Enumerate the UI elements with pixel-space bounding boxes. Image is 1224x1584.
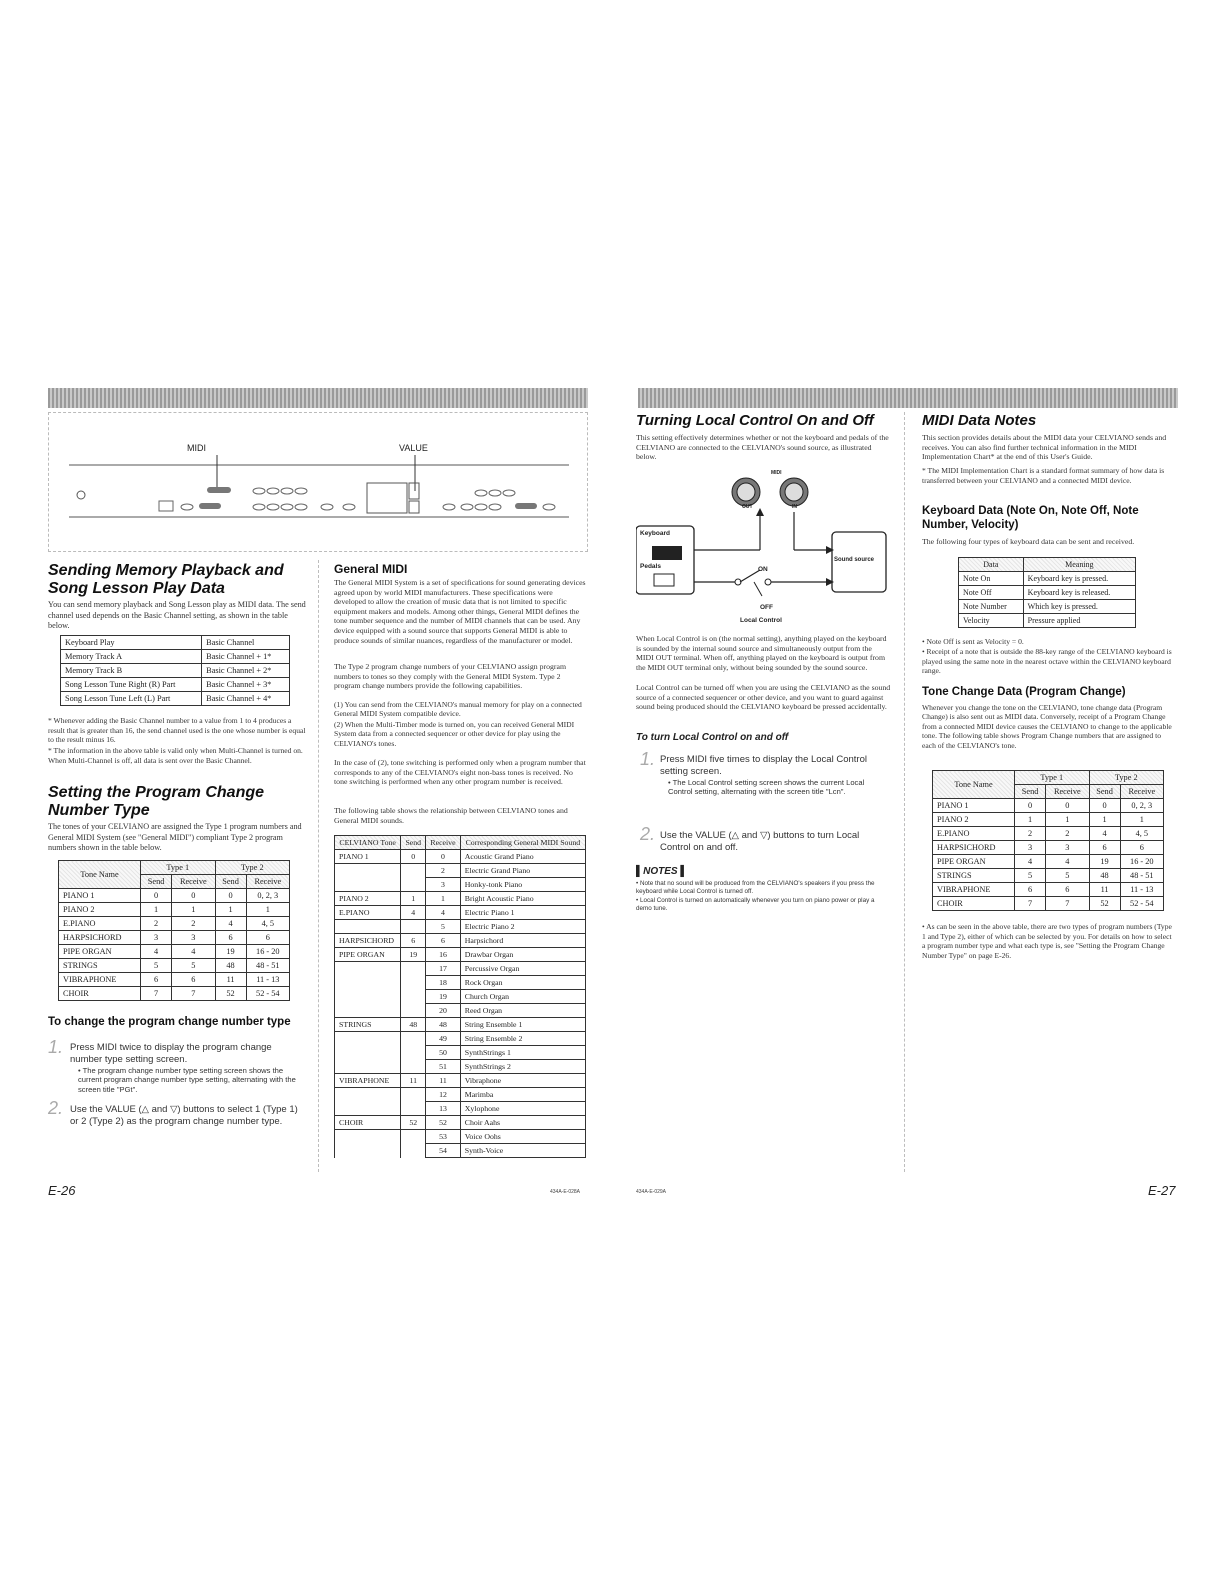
table-row [335,1088,586,1102]
table-row: Note Number Which key is pressed. [959,600,1136,614]
table-cell: HARPSICHORD [335,934,401,948]
table-row [59,931,290,945]
table-cell: 6 [401,934,426,948]
table-cell: PIPE ORGAN [59,945,141,959]
table-cell: SynthStrings 2 [460,1060,585,1074]
table-row [933,883,1164,897]
table-cell: 5 [141,959,172,973]
table-cell: 1 [1120,813,1163,827]
step-1: Press MIDI twice to display the program change number type setting screen. • The program change number type setting screen shows the current program change number type setting, alternating with the screen title "PGt". [70,1042,296,1094]
table-cell: 18 [426,976,461,990]
keyboard-data-intro: The following four types of keyboard data can be sent and received. [922,537,1135,546]
table-row [335,850,586,864]
table-cell: 48 [215,959,246,973]
table-cell: 6 [246,931,289,945]
table-cell: PIANO 1 [59,889,141,903]
table-row [335,892,586,906]
table-cell: 11 [401,1074,426,1088]
table-cell: 11 - 13 [246,973,289,987]
table-cell: Choir Aahs [460,1116,585,1130]
table-cell: 2 [1046,827,1089,841]
table-cell: 16 - 20 [1120,855,1163,869]
table-cell: 11 [1089,883,1120,897]
table-cell [335,1060,401,1074]
step-number-2: 2. [48,1098,64,1118]
page-number-right: E-27 [1148,1183,1176,1198]
table-cell: 13 [426,1102,461,1116]
table-cell: Synth-Voice [460,1144,585,1158]
diagram-keyboard-label: Keyboard [640,530,670,537]
table-row [335,1130,586,1144]
table-cell: 53 [426,1130,461,1144]
table-cell: 2 [141,917,172,931]
table-cell: 7 [1015,897,1046,911]
table-cell: 2 [426,864,461,878]
table-cell [335,1046,401,1060]
table-cell: 3 [426,878,461,892]
table-cell: 17 [426,962,461,976]
table-cell: Bright Acoustic Piano [460,892,585,906]
program-type-title: Setting the Program Change Number Type [48,784,265,819]
keyboard-data-title: Keyboard Data (Note On, Note Off, Note Number, Velocity) [922,505,1139,531]
table-cell: 4 [401,906,426,920]
table-cell: 4, 5 [1120,827,1163,841]
table-cell: Vibraphone [460,1074,585,1088]
tone-change-table: Tone Name Type 1 Type 2 Send Receive Send Receive PIANO 1 0 0 0 0, 2, 3 PIANO 2 1 1 1 1 E.PIANO 2 2 4 4, 5 HARPSICHORD 3 3 6 6 PIPE ORGAN 4 4 19 16 - 20 STRINGS 5 5 48 48 - 51 VIBRAPHONE 6 6 11 11 - 13 CHOIR 7 7 52 52 - 54 [932,770,1164,911]
table-cell: 52 [215,987,246,1001]
table-row [335,962,586,976]
table-cell: Marimba [460,1088,585,1102]
table-cell [401,962,426,976]
table-row [335,990,586,1004]
midi-label: MIDI [187,443,206,453]
table-cell: Voice Oohs [460,1130,585,1144]
table-cell: String Ensemble 2 [460,1032,585,1046]
table-cell: 1 [246,903,289,917]
table-row: Song Lesson Tune Left (L) Part Basic Channel + 4* [61,692,290,706]
table-cell: CHOIR [59,987,141,1001]
table-cell: 52 [1089,897,1120,911]
table-row [335,1032,586,1046]
table-row: Song Lesson Tune Right (R) Part Basic Channel + 3* [61,678,290,692]
local-paragraph-2: Local Control can be turned off when you are using the CELVIANO as the sound source of a connected sequencer or other device, and you want to guard against sound being produced should the CELVIANO keyboard be pressed accidentally. [636,683,891,712]
table-cell: PIANO 2 [335,892,401,906]
table-cell: 6 [172,973,215,987]
table-cell: Xylophone [460,1102,585,1116]
table-cell: 11 - 13 [1120,883,1163,897]
local-intro: This setting effectively determines whether or not the keyboard and pedals of the CELVIANO are connected to the CELVIANO's sound source, as illustrated below. [636,433,889,462]
diagram-midi-label: MIDI [771,470,782,476]
table-cell: 6 [1046,883,1089,897]
table-cell: 11 [426,1074,461,1088]
table-cell: 0, 2, 3 [1120,799,1163,813]
table-cell: 51 [426,1060,461,1074]
table-row [933,827,1164,841]
table-cell: 0 [1046,799,1089,813]
table-row [59,903,290,917]
sending-note-1: * Whenever adding the Basic Channel number to a value from 1 to 4 produces a result that is greater than 16, the send channel used is the one whose number is equal to the result minus 16. [48,716,306,745]
table-cell: HARPSICHORD [933,841,1015,855]
table-cell: 4 [141,945,172,959]
table-cell: 0 [141,889,172,903]
table-row [335,1074,586,1088]
table-cell: PIPE ORGAN [335,948,401,962]
table-cell: 11 [215,973,246,987]
table-cell [335,1102,401,1116]
table-cell: 0 [1015,799,1046,813]
general-midi-title: General MIDI [334,562,408,576]
doc-code-right: 434A-E-029A [636,1189,667,1195]
table-row: Note On Keyboard key is pressed. [959,572,1136,586]
table-row [59,945,290,959]
table-row [335,906,586,920]
column-divider [318,560,319,1172]
table-cell: PIANO 1 [335,850,401,864]
table-row [933,813,1164,827]
table-row [335,976,586,990]
table-cell: 0 [426,850,461,864]
table-cell [401,1144,426,1158]
table-cell: 19 [401,948,426,962]
local-howto-title: To turn Local Control on and off [636,732,789,743]
gm-list-1: (1) You can send from the CELVIANO's manual memory for play on a connected General MIDI System compatible device. [334,700,582,719]
basic-channel-table [60,635,290,706]
notes-heading: ▌NOTES ▌ [636,866,688,877]
table-cell [401,1130,426,1144]
table-cell: 4 [1015,855,1046,869]
table-cell: Church Organ [460,990,585,1004]
table-cell: 48 [1089,869,1120,883]
table-cell: 0, 2, 3 [246,889,289,903]
table-cell: 5 [1046,869,1089,883]
table-cell: Acoustic Grand Piano [460,850,585,864]
table-cell [335,864,401,878]
table-cell: 0 [172,889,215,903]
table-row [335,934,586,948]
table-cell: 6 [1015,883,1046,897]
table-cell: 3 [141,931,172,945]
table-cell: 16 - 20 [246,945,289,959]
table-cell: 3 [172,931,215,945]
table-cell: Drawbar Organ [460,948,585,962]
table-cell: 19 [426,990,461,1004]
table-cell [335,990,401,1004]
table-row [335,920,586,934]
table-cell: 4 [1089,827,1120,841]
table-cell: Electric Piano 2 [460,920,585,934]
table-cell: E.PIANO [59,917,141,931]
gm-paragraph-1: The General MIDI System is a set of specifications for sound generating devices agreed upon by world MIDI manufacturers. These specifications were developed to allow the creation of music data that is not limited to specific equipment makers and models. Among other things, General MIDI defines the tone number sequence and the number of MIDI channels that can be used. Any device equipped with a sound source that supports General MIDI is able to produce sounds of similar nuances, regardless of the manufacturer or model. [334,578,586,645]
table-cell: Harpsichord [460,934,585,948]
table-cell: E.PIANO [933,827,1015,841]
table-cell: Rock Organ [460,976,585,990]
local-step-number-2: 2. [640,824,656,844]
value-label: VALUE [399,443,428,453]
local-step-1: Press MIDI five times to display the Local Control setting screen. • The Local Control setting screen shows the current Local Control setting, alternating with the screen title "Lcn". [660,754,867,797]
table-cell: 49 [426,1032,461,1046]
local-step-number-1: 1. [640,749,656,769]
table-row: Note Off Keyboard key is released. [959,586,1136,600]
table-cell: 1 [1015,813,1046,827]
table-cell: PIANO 2 [59,903,141,917]
table-cell: 0 [1089,799,1120,813]
table-row [59,889,290,903]
table-cell: 50 [426,1046,461,1060]
table-row [335,1116,586,1130]
program-type-intro: The tones of your CELVIANO are assigned the Type 1 program numbers and General MIDI System (see "General MIDI") compliant Type 2 program numbers shown in the table below. [48,822,302,852]
table-row [335,1018,586,1032]
table-cell: PIPE ORGAN [933,855,1015,869]
table-cell: 4 [1046,855,1089,869]
table-cell [401,878,426,892]
table-cell: Honky-tonk Piano [460,878,585,892]
table-row [335,1004,586,1018]
table-row [335,1046,586,1060]
table-row [933,897,1164,911]
table-cell [335,1130,401,1144]
table-cell: HARPSICHORD [59,931,141,945]
table-cell [401,1046,426,1060]
keyboard-note-2: • Receipt of a note that is outside the 88-key range of the CELVIANO keyboard is played using the same note in the nearest octave within the CELVIANO keyboard range. [922,647,1172,676]
program-number-table: Tone Name Type 1 Type 2 Send Receive Send Receive PIANO 1 0 0 0 0, 2, 3 PIANO 2 1 1 1 1 E.PIANO 2 2 4 4, 5 HARPSICHORD 3 3 6 6 PIPE ORGAN 4 4 19 16 - 20 STRINGS 5 5 48 48 - 51 VIBRAPHONE 6 6 11 11 - 13 CHOIR 7 7 52 52 - 54 [58,860,290,1001]
diagram-in-label: IN [792,504,797,510]
midi-data-notes-title: MIDI Data Notes [922,412,1037,429]
table-cell [401,920,426,934]
table-cell: STRINGS [335,1018,401,1032]
table-cell: 20 [426,1004,461,1018]
table-row: Memory Track B Basic Channel + 2* [61,664,290,678]
table-cell: 16 [426,948,461,962]
table-cell: 19 [1089,855,1120,869]
notes-star-note: * The MIDI Implementation Chart is a standard format summary of how data is transferred between your CELVIANO and a connected MIDI device. [922,466,1165,485]
table-cell: 2 [172,917,215,931]
table-cell: 1 [141,903,172,917]
sending-note-2: * The information in the above table is valid only when Multi-Channel is turned on. When Multi-Channel is off, all data is sent over the Basic Channel. [48,746,303,765]
table-cell: 4 [172,945,215,959]
gm-paragraph-4: The following table shows the relationship between CELVIANO tones and General MIDI sounds. [334,806,568,825]
table-cell: Electric Piano 1 [460,906,585,920]
table-cell [401,1060,426,1074]
table-cell: 0 [401,850,426,864]
table-row: Memory Track A Basic Channel + 1* [61,650,290,664]
table-cell: SynthStrings 1 [460,1046,585,1060]
step-2: Use the VALUE (△ and ▽) buttons to select 1 (Type 1) or 2 (Type 2) as the program change number type. [70,1104,298,1127]
table-cell: 1 [215,903,246,917]
table-cell [401,976,426,990]
table-cell: VIBRAPHONE [335,1074,401,1088]
table-cell: 4 [215,917,246,931]
diagram-caption: Local Control [740,617,782,624]
control-panel-illustration [48,412,588,552]
table-cell: 5 [426,920,461,934]
diagram-sound-source-label: Sound source [834,557,875,563]
table-cell: 3 [1046,841,1089,855]
table-cell: Electric Grand Piano [460,864,585,878]
table-cell: 19 [215,945,246,959]
tone-change-note: • As can be seen in the above table, there are two types of program numbers (Type 1 and Type 2), either of which can be selected by you. For details on how to select a program number type and what each type is, see "Setting the Program Change Number Type" on page E-26. [922,922,1172,960]
table-row [335,948,586,962]
tone-change-title: Tone Change Data (Program Change) [922,686,1126,698]
table-cell: String Ensemble 1 [460,1018,585,1032]
table-row: Keyboard Play Basic Channel [61,636,290,650]
table-cell: 5 [172,959,215,973]
gm-paragraph-3: In the case of (2), tone switching is performed only when a program number that corresponds to any of the CELVIANO's eight non-bass tones is received. No tone switching is performed when any other program number is received. [334,758,586,787]
table-cell: 1 [1046,813,1089,827]
gm-paragraph-2: The Type 2 program change numbers of your CELVIANO assign program numbers to tones so they comply with the General MIDI System. Type 2 program change numbers provide the following capabilities. [334,662,567,691]
notes-intro: This section provides details about the MIDI data your CELVIANO sends and receives. You can also find further technical information in the MIDI Implementation Chart* at the end of this User's Guide. [922,433,1167,462]
diagram-on-label: ON [758,566,768,573]
table-cell: 5 [1015,869,1046,883]
table-row [933,855,1164,869]
table-cell: Reed Organ [460,1004,585,1018]
table-cell [335,1088,401,1102]
table-cell [401,990,426,1004]
table-cell: 6 [1120,841,1163,855]
table-cell [401,1088,426,1102]
table-row [335,878,586,892]
table-cell: STRINGS [933,869,1015,883]
table-cell [401,1032,426,1046]
table-cell: PIANO 2 [933,813,1015,827]
table-cell [335,976,401,990]
local-control-title: Turning Local Control On and Off [636,412,874,429]
table-cell [335,1144,401,1158]
table-cell: 48 - 51 [246,959,289,973]
table-cell: VIBRAPHONE [933,883,1015,897]
table-cell: 52 [401,1116,426,1130]
table-cell: 52 [426,1116,461,1130]
table-row [335,1144,586,1158]
table-cell: 12 [426,1088,461,1102]
table-cell: 2 [1015,827,1046,841]
local-note-1: • Note that no sound will be produced from the CELVIANO's speakers if you press the keyboard while Local Control is turned off. [636,880,875,896]
left-header-strip [48,388,588,408]
local-paragraph-1: When Local Control is on (the normal setting), anything played on the keyboard is sounded by the internal sound source and simultaneously output from the MIDI OUT terminal. When off, anything played on the keyboard is output from the MIDI OUT terminal only, without being sounded by the sound source. [636,634,887,672]
table-cell: Percussive Organ [460,962,585,976]
table-cell: 1 [426,892,461,906]
table-cell: 52 - 54 [1120,897,1163,911]
table-cell [335,920,401,934]
keyboard-note-1: • Note Off is sent as Velocity = 0. [922,637,1024,646]
table-cell [335,962,401,976]
table-cell: 1 [1089,813,1120,827]
table-row [933,841,1164,855]
table-row [59,973,290,987]
doc-code-left: 434A-E-028A [550,1189,581,1195]
table-row [933,799,1164,813]
table-cell: 7 [141,987,172,1001]
table-row [59,987,290,1001]
table-cell: 54 [426,1144,461,1158]
panel-drawing [49,413,587,551]
table-cell: 6 [215,931,246,945]
table-row [933,869,1164,883]
table-cell: PIANO 1 [933,799,1015,813]
table-cell [401,1004,426,1018]
table-cell: 3 [1015,841,1046,855]
table-cell: E.PIANO [335,906,401,920]
sending-intro: You can send memory playback and Song Lesson play as MIDI data. The send channel used depends on the Basic Channel setting, as shown in the table below. [48,600,306,630]
table-cell: 6 [1089,841,1120,855]
keyboard-data-table: Data Meaning Note On Keyboard key is pressed. Note Off Keyboard key is released. Note Number Which key is pressed. Velocity Pressure applied [958,557,1136,628]
table-cell: 4 [426,906,461,920]
diagram-out-label: OUT [742,504,753,510]
table-row [59,959,290,973]
table-cell [401,1102,426,1116]
howto-title: To change the program change number type [48,1016,291,1028]
local-step-2: Use the VALUE (△ and ▽) buttons to turn Local Control on and off. [660,830,860,853]
table-cell: 1 [172,903,215,917]
gm-list-2: (2) When the Multi-Timber mode is turned on, you can received General MIDI System data from a connected sequencer or other device for play using the CELVIANO's tones. [334,720,575,748]
table-cell: 7 [172,987,215,1001]
table-cell: 4, 5 [246,917,289,931]
table-cell: 52 - 54 [246,987,289,1001]
table-cell [335,878,401,892]
table-cell: 6 [141,973,172,987]
sending-title: Sending Memory Playback and Song Lesson Play Data [48,562,284,597]
table-cell [335,1004,401,1018]
table-cell [401,864,426,878]
table-row: Velocity Pressure applied [959,614,1136,628]
table-row [335,864,586,878]
table-row [335,1102,586,1116]
table-cell: 48 - 51 [1120,869,1163,883]
table-cell: CHOIR [335,1116,401,1130]
table-cell: STRINGS [59,959,141,973]
gm-sound-table: CELVIANO Tone Send Receive Corresponding General MIDI Sound PIANO 1 0 0 Acoustic Grand Piano 2 Electric Grand Piano 3 Honky-tonk Piano PIANO 2 1 1 Bright Acoustic Piano E.PIANO 4 4 Electric Piano 1 5 Electric Piano 2 HARPSICHORD 6 6 Harpsichord PIPE ORGAN 19 16 Drawbar Organ 17 Percussive Organ 18 Rock Organ 19 Church Organ 20 Reed Organ STRINGS 48 48 String Ensemble 1 49 String Ensemble 2 50 SynthStrings 1 51 SynthStrings 2 VIBRAPHONE 11 11 Vibraphone 12 Marimba 13 Xylophone CHOIR 52 52 Choir Aahs 53 Voice Oohs 54 Synth-Voice [334,835,586,1158]
table-row [335,1060,586,1074]
step-number-1: 1. [48,1037,64,1057]
table-cell: 7 [1046,897,1089,911]
table-cell: 1 [401,892,426,906]
right-header-strip [638,388,1178,408]
table-row [59,917,290,931]
diagram-pedals-label: Pedals [640,563,661,570]
table-cell: 6 [426,934,461,948]
table-cell: VIBRAPHONE [59,973,141,987]
table-cell: 48 [401,1018,426,1032]
table-cell: CHOIR [933,897,1015,911]
table-cell [335,1032,401,1046]
local-note-2: • Local Control is turned on automatically whenever you turn on piano power or play a demo tune. [636,897,875,913]
page-number-left: E-26 [48,1183,76,1198]
table-cell: 48 [426,1018,461,1032]
tone-change-intro: Whenever you change the tone on the CELVIANO, tone change data (Program Change) is also sent out as MIDI data. Conversely, receipt of a Program Change from a connected MIDI device causes the CELVIANO to change to the applicable tone. The following table shows Program Change numbers that are assigned to each of the CELVIANO's tone. [922,703,1172,750]
column-divider-right [904,412,905,1172]
table-cell: 0 [215,889,246,903]
diagram-off-label: OFF [760,604,773,611]
